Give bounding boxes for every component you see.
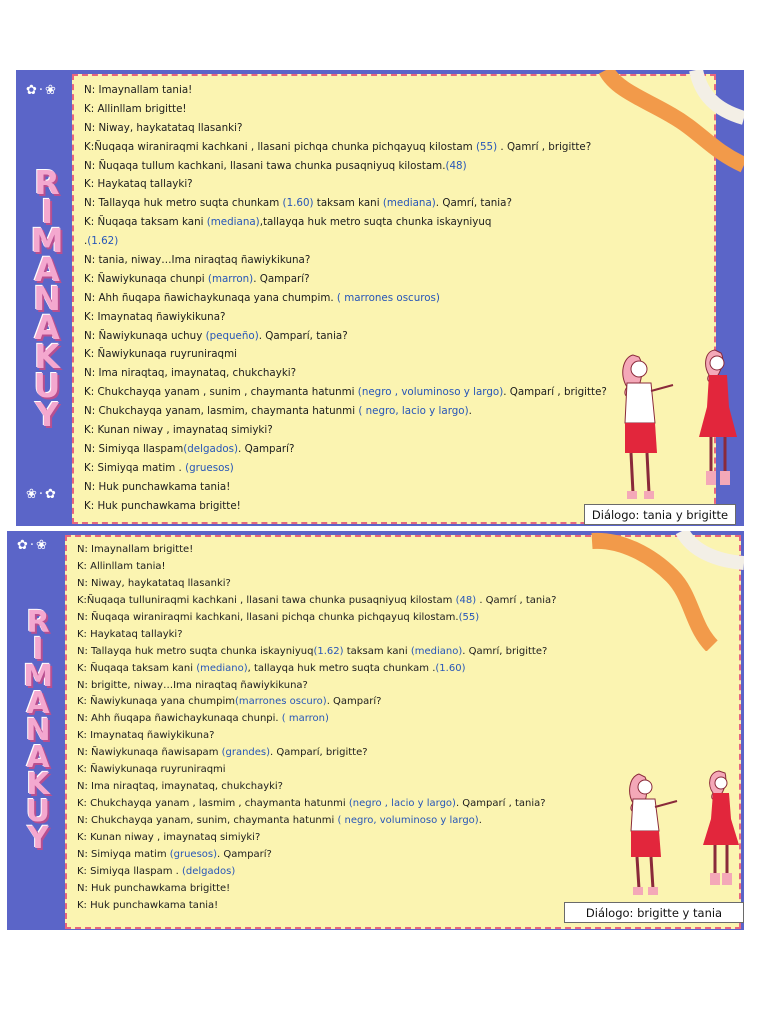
dialogue-caption: Diálogo: tania y brigitte [584,504,736,525]
two-women-illustration [611,345,741,505]
dialogue-line [77,559,739,576]
dialogue-text: N: Ñuqaqa wiraniraqmi kachkani, llasani pichqa chunka pichqayuq kilostam. [77,611,459,623]
dialogue-text: K: Allinllam tania! [77,560,166,572]
side-title-letter: A [26,686,50,721]
dialogue-text: N: Huk punchawkama tania! [84,480,231,493]
dialogue-highlight: (gruesos) [169,848,218,860]
dialogue-highlight: (1.60) [282,197,314,210]
dialogue-text: N: Ñawiykunaqa ñawisapam [77,747,222,759]
dialogue-line [77,661,739,678]
dialogue-text: N: Ima niraqtaq, imaynataq, chukchayki? [77,781,283,793]
dialogue-line [77,593,739,610]
dialogue-text: K: Ñuqaqa taksam kani [84,216,207,229]
dialogue-text: N: brigitte, niway…Ima niraqtaq ñawiykikuna? [77,679,308,691]
side-title-letter: U [33,365,61,405]
dialogue-line [84,308,714,327]
dialogue-text: . Qamparí? [238,442,295,455]
dialogue-text: N: Ñuqaqa tullum kachkani, llasani tawa chunka pusaqniyuq kilostam. [84,159,446,172]
dialogue-text: . [84,235,88,248]
flower-doodle-icon: ❀·✿ [26,487,58,502]
dialogue-line [84,138,714,157]
dialogue-line [77,644,739,661]
dialogue-text: . Qamparí , tania? [455,798,546,810]
side-title-strip [16,70,78,526]
dialogue-text: , tallayqa huk metro suqta chunkam . [247,662,436,674]
dialogue-text: . Qamparí? [217,848,272,860]
side-title-letter: M [23,659,53,694]
flower-doodle-icon: ✿·❀ [17,538,49,553]
dialogue-line [84,175,714,194]
dialogue-text: K: Ñawiykunaqa chunpi [84,272,208,285]
dialogue-highlight: (marron) [207,272,254,285]
side-title-letter: I [40,191,54,231]
dialogue-text: . Qamparí, tania? [258,329,348,342]
dialogue-text: K: Ñuqaqa taksam kani [77,662,197,674]
dialogue-text: K: Haykataq tallayki? [77,628,183,640]
dialogue-text: K: Huk punchawkama brigitte! [84,499,241,512]
dialogue-line [77,745,739,762]
dialogue-highlight: (1.62) [87,235,119,248]
dialogue-text: . [478,815,482,826]
side-title-letter: N [33,278,61,318]
dialogue-highlight: (mediano) [410,645,463,657]
dialogue-text: . Qamparí? [253,272,310,285]
dialogue-text: N: Tallayqa huk metro suqta chunkam [84,197,283,210]
dialogue-line [77,711,739,728]
dialogue-line [84,81,714,100]
side-title-letter: A [26,740,50,775]
dialogue-highlight: (mediana) [382,197,436,210]
dialogue-line [84,194,714,213]
side-title-letter: N [25,713,51,748]
side-title-letter: M [30,220,64,260]
side-title-letter: U [25,794,51,829]
side-title-letter: A [34,249,60,289]
dialogue-text: . Qamparí, brigitte? [270,747,368,759]
dialogue-line [84,157,714,176]
two-women-illustration [619,769,744,899]
side-title-letter: I [32,632,44,667]
dialogue-text: K: Huk punchawkama tania! [77,899,219,911]
dialogue-text: N: Imaynallam brigitte! [77,544,194,555]
dialogue-line [77,542,739,559]
side-title-letter: R [26,605,50,640]
dialogue-line [84,270,714,289]
dialogue-text: N: Imaynallam tania! [84,84,193,96]
side-title [30,162,64,434]
dialogue-line [77,627,739,644]
dialogue-highlight: (1.60) [435,662,466,674]
dialogue-highlight: (48) [445,159,467,172]
dialogue-text: K:Ñuqaqa wiraniraqmi kachkani , llasani pichqa chunka pichqayuq kilostam [84,140,476,153]
dialogue-highlight: (48) [455,594,477,606]
dialogue-text: K: Allinllam brigitte! [84,102,187,115]
dialogue-line [84,100,714,119]
dialogue-highlight: (delgados) [181,865,236,877]
dialogue-highlight: (delgados) [183,442,239,455]
dialogue-text: . Qamparí , brigitte? [503,386,607,399]
dialogue-text: N: Ñawiykunaqa uchuy [84,329,206,342]
side-title [23,605,53,856]
dialogue-highlight: (mediano) [196,662,248,674]
dialogue-line [84,213,714,232]
side-title-letter: A [34,307,60,347]
side-title-letter: Y [35,394,59,434]
dialogue-text: ,tallayqa huk metro suqta chunka iskayniyuq [259,216,492,229]
dialogue-highlight: (gruesos) [185,461,234,474]
dialogue-text: K: Imaynataq ñawiykikuna? [77,730,215,742]
dialogue-caption: Diálogo: brigitte y tania [564,902,744,923]
dialogue-text: taksam kani [343,645,411,657]
dialogue-highlight: ( negro, voluminoso y largo) [337,815,479,826]
dialogue-text: N: Simiyqa llaspam [84,442,184,455]
dialogue-text: K: Ñawiykunaqa ruyruniraqmi [77,764,226,776]
dialogue-line [84,232,714,251]
dialogue-line [84,327,714,346]
dialogue-text: N: Simiyqa matim [77,848,170,860]
dialogue-text: N: Ima niraqtaq, imaynataq, chukchayki? [84,367,297,380]
dialogue-text: N: Chukchayqa yanam, sunim, chaymanta hatunmi [77,815,338,826]
dialogue-text: K: Haykataq tallayki? [84,178,193,191]
dialogue-highlight: (55) [458,611,480,623]
dialogue-line [84,251,714,270]
dialogue-text: N: Tallayqa huk metro suqta chunka iskayniyuq [77,645,314,657]
dialogue-text: K: Kunan niway , imaynataq simiyki? [84,424,273,437]
side-title-letter: Y [27,821,49,856]
dialogue-highlight: (mediana) [206,216,260,229]
dialogue-highlight: ( negro, lacio y largo) [358,405,469,418]
dialogue-highlight: (negro , lacio y largo) [348,798,456,810]
dialogue-line [77,678,739,695]
dialogue-text: . [468,405,472,418]
dialogue-line [84,289,714,308]
dialogue-highlight: (grandes) [221,747,271,759]
dialogue-text: K:Ñuqaqa tulluniraqmi kachkani , llasani tawa chunka pusaqniyuq kilostam [77,594,456,606]
dialogue-highlight: (pequeño) [205,329,259,342]
side-title-letter: R [34,162,60,202]
dialogue-text: . Qamrí, brigitte? [462,645,548,657]
dialogue-highlight: (negro , voluminoso y largo) [357,386,504,399]
dialogue-line [77,610,739,627]
dialogue-highlight: (55) [475,140,498,153]
side-title-strip [7,531,69,930]
dialogue-text: K: Ñawiykunaqa ruyruniraqmi [84,348,237,361]
dialogue-text: N: Ahh ñuqapa ñawichaykunaqa yana chumpim. [84,291,337,304]
flower-doodle-icon: ✿·❀ [26,83,58,98]
dialogue-text: K: Imaynataq ñawiykikuna? [84,310,226,323]
dialogue-text: taksam kani [313,197,383,210]
dialogue-card-2 [7,531,744,930]
dialogue-text: N: Ahh ñuqapa ñawichaykunaqa chunpi. [77,713,282,725]
dialogue-line [84,119,714,138]
dialogue-highlight: ( marrones oscuros) [336,291,440,304]
dialogue-highlight: (marrones oscuro) [235,696,327,708]
dialogue-line [77,728,739,745]
dialogue-text: . Qamparí? [326,696,382,708]
dialogue-text: N: Niway, haykatataq llasanki? [77,577,231,589]
dialogue-text: K: Chukchayqa yanam , sunim , chaymanta hatunmi [84,386,358,399]
dialogue-highlight: ( marron) [281,713,329,725]
dialogue-card-1 [16,70,744,526]
dialogue-highlight: (1.62) [313,645,344,657]
dialogue-line [77,694,739,711]
dialogue-text: K: Chukchayqa yanam , lasmim , chaymanta hatunmi [77,798,349,810]
dialogue-text: . Qamrí, tania? [435,197,512,210]
dialogue-text: K: Simiyqa llaspam . [77,865,182,877]
dialogue-text: N: Huk punchawkama brigitte! [77,882,231,894]
side-title-letter: K [34,336,60,376]
dialogue-line [77,576,739,593]
dialogue-text: N: tania, niway…Ima niraqtaq ñawiykikuna? [84,254,311,267]
dialogue-text: N: Niway, haykatataq llasanki? [84,121,243,134]
dialogue-text: K: Simiyqa matim . [84,461,186,474]
dialogue-text: . Qamrí , brigitte? [497,140,592,153]
side-title-letter: K [26,767,50,802]
dialogue-text: N: Chukchayqa yanam, lasmim, chaymanta hatunmi [84,405,359,418]
dialogue-text: K: Ñawiykunaqa yana chumpim [77,696,236,708]
dialogue-text: K: Kunan niway , imaynataq simiyki? [77,831,261,843]
dialogue-text: . Qamrí , tania? [476,594,557,606]
